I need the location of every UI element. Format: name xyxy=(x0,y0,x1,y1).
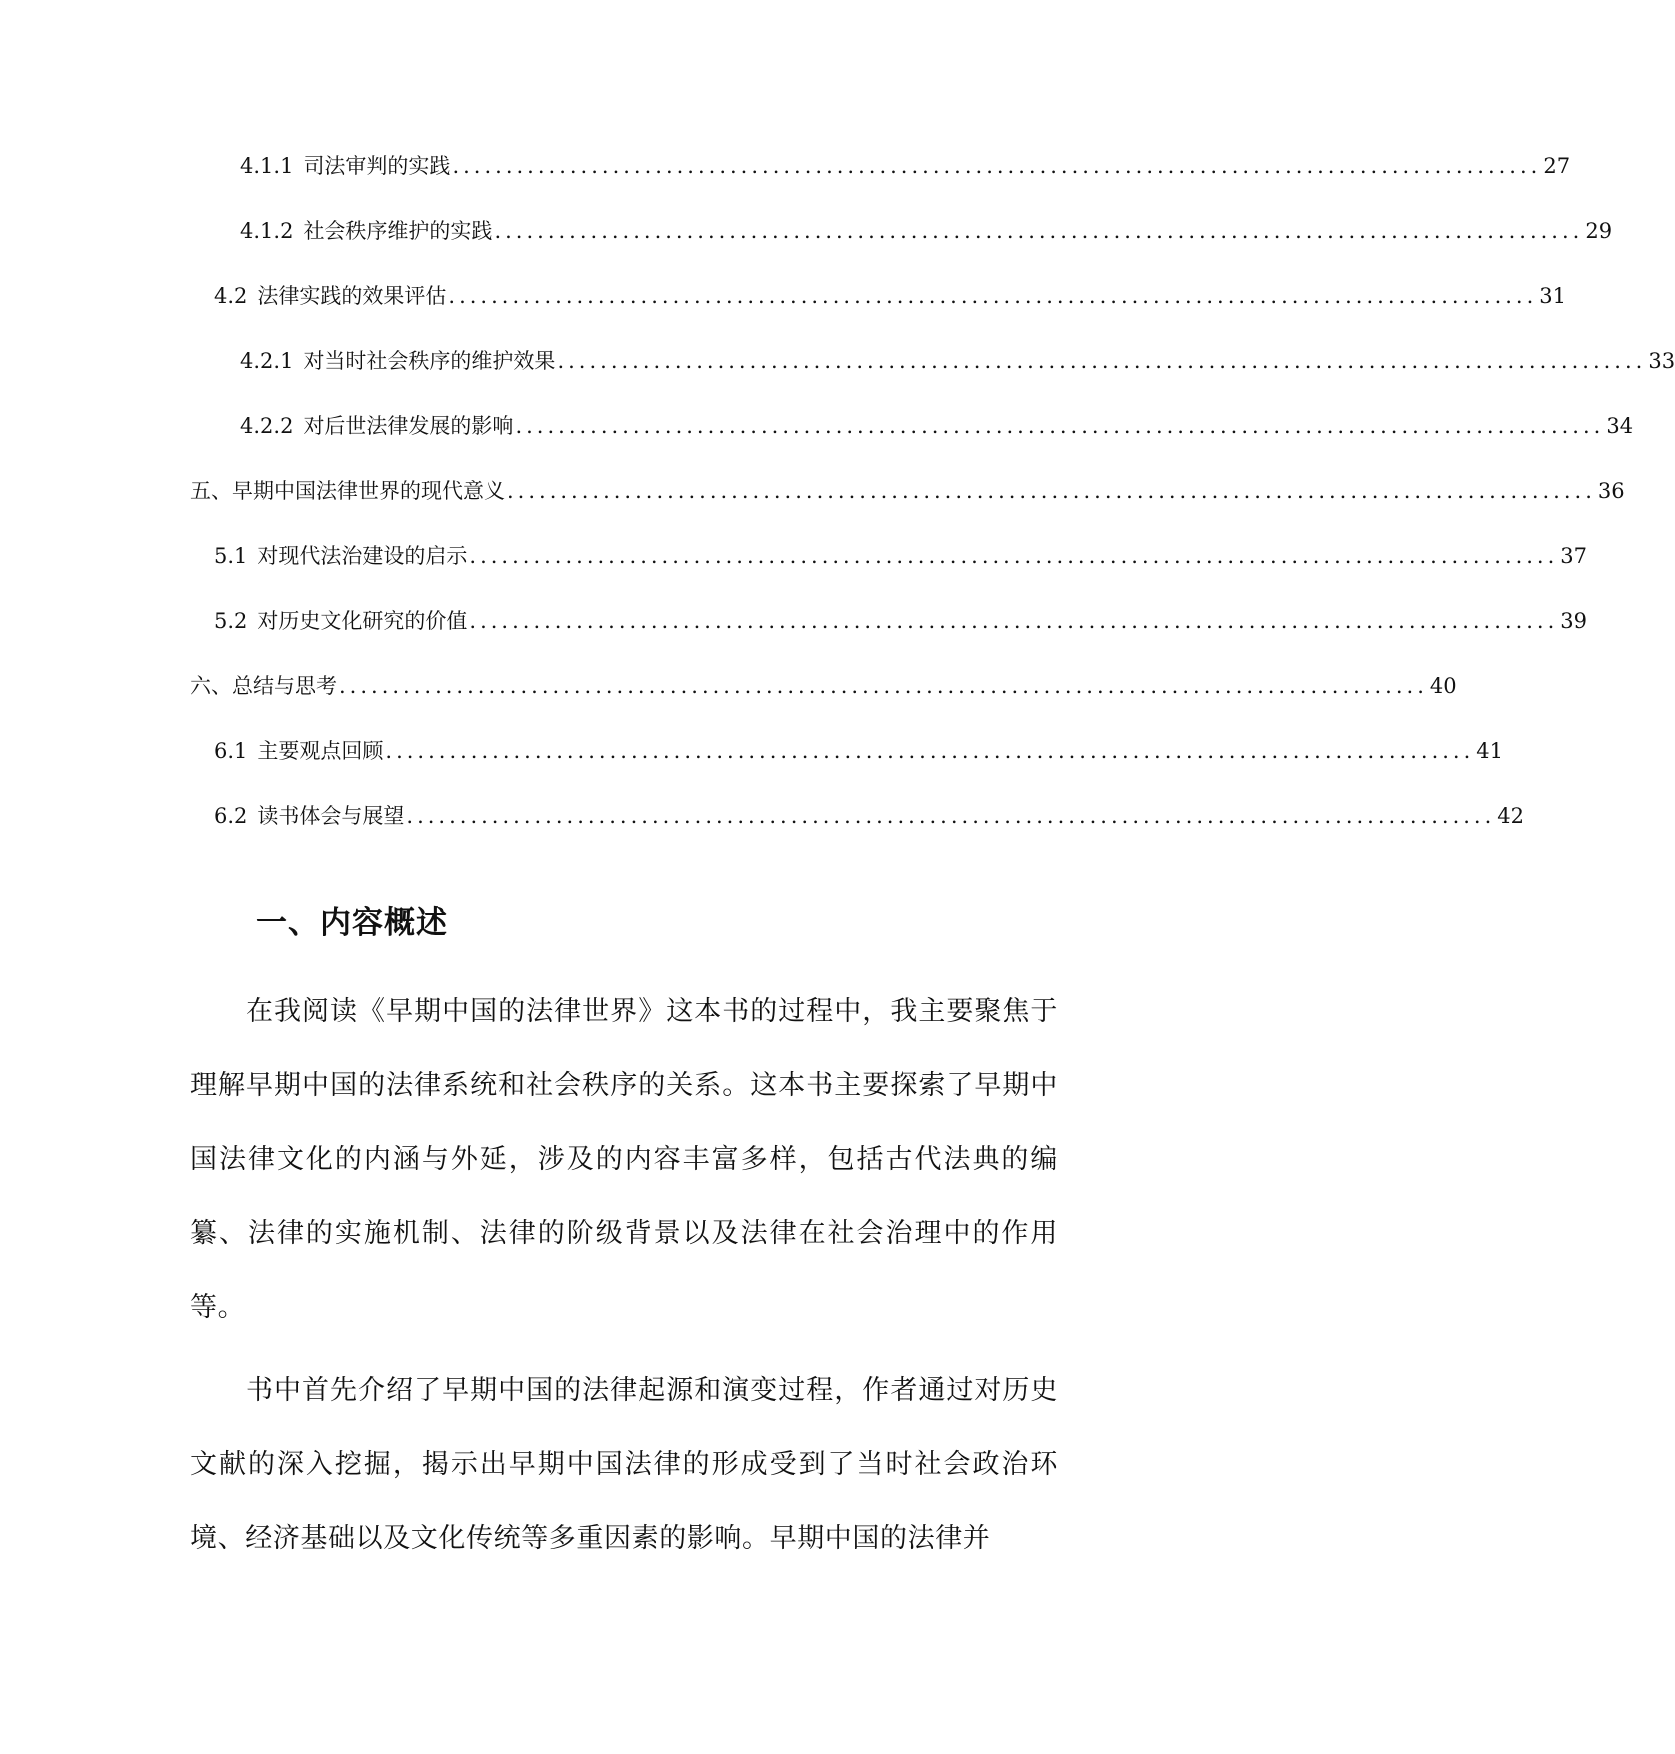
toc-page-number: 41 xyxy=(1476,739,1504,763)
toc-number: 5.2 xyxy=(214,609,248,633)
toc-entry[interactable] xyxy=(240,152,1571,180)
toc-number: 4.2.1 xyxy=(240,349,294,373)
section-heading: 一、内容概述 xyxy=(256,905,448,941)
toc-entry[interactable] xyxy=(214,542,1588,570)
toc-leader: ...................................................................................................... xyxy=(469,609,1559,633)
toc-page-number: 34 xyxy=(1606,414,1634,438)
toc-number: 6.2 xyxy=(214,804,248,828)
toc-title: 读书体会与展望 xyxy=(257,804,405,828)
toc-page-number: 27 xyxy=(1543,154,1571,178)
toc-entry[interactable] xyxy=(214,607,1588,635)
toc-leader: ...................................................................................................... xyxy=(469,544,1559,568)
toc-entry[interactable] xyxy=(214,802,1525,830)
toc-number: 4.1.1 xyxy=(240,154,294,178)
toc-leader: ...................................................................................................... xyxy=(448,284,1538,308)
toc-leader: ...................................................................................................... xyxy=(557,349,1647,373)
toc-leader: ...................................................................................................... xyxy=(452,154,1542,178)
toc-page-number: 39 xyxy=(1560,609,1588,633)
toc-title: 六、总结与思考 xyxy=(190,674,337,698)
toc-page-number: 31 xyxy=(1539,284,1567,308)
toc-entry[interactable] xyxy=(240,217,1613,245)
toc-page-number: 37 xyxy=(1560,544,1588,568)
toc-entry[interactable] xyxy=(214,737,1504,765)
toc-page-number: 42 xyxy=(1497,804,1525,828)
toc-title: 法律实践的效果评估 xyxy=(257,284,447,308)
body-paragraph: 在我阅读《早期中国的法律世界》这本书的过程中，我主要聚焦于理解早期中国的法律系统和社会秩序的关系。这本书主要探索了早期中国法律文化的内涵与外延，涉及的内容丰富多样，包括古代法典的编纂、法律的实施机制、法律的阶级背景以及法律在社会治理中的作用等。 xyxy=(190,996,1058,1323)
toc-title: 五、早期中国法律世界的现代意义 xyxy=(190,479,505,503)
toc-title: 主要观点回顾 xyxy=(257,739,384,763)
toc-title: 司法审判的实践 xyxy=(303,154,451,178)
toc-page-number: 36 xyxy=(1597,479,1625,503)
toc-number: 6.1 xyxy=(214,739,248,763)
toc-entry[interactable] xyxy=(240,347,1675,375)
toc-leader: ...................................................................................................... xyxy=(507,479,1596,503)
toc-title: 对历史文化研究的价值 xyxy=(257,609,468,633)
toc-leader: ...................................................................................................... xyxy=(385,739,1475,763)
toc-leader: ...................................................................................................... xyxy=(339,674,1428,698)
toc-number: 4.1.2 xyxy=(240,219,294,243)
body-paragraph: 书中首先介绍了早期中国的法律起源和演变过程，作者通过对历史文献的深入挖掘，揭示出早期中国法律的形成受到了当时社会政治环境、经济基础以及文化传统等多重因素的影响。早期中国的法律并 xyxy=(190,1375,1058,1554)
toc-leader: ...................................................................................................... xyxy=(406,804,1496,828)
toc-title: 社会秩序维护的实践 xyxy=(303,219,493,243)
toc-entry[interactable] xyxy=(214,282,1567,310)
toc-number: 4.2.2 xyxy=(240,414,294,438)
toc-title: 对现代法治建设的启示 xyxy=(257,544,468,568)
toc-number: 5.1 xyxy=(214,544,248,568)
toc-page-number: 33 xyxy=(1648,349,1675,373)
toc-page-number: 40 xyxy=(1429,674,1457,698)
toc-leader: ...................................................................................................... xyxy=(515,414,1605,438)
toc-title: 对后世法律发展的影响 xyxy=(303,414,514,438)
toc-number: 4.2 xyxy=(214,284,248,308)
toc-entry[interactable] xyxy=(240,412,1634,440)
toc-page-number: 29 xyxy=(1585,219,1613,243)
toc-leader: ...................................................................................................... xyxy=(494,219,1584,243)
toc-entry[interactable] xyxy=(190,672,1457,700)
toc-entry[interactable] xyxy=(190,477,1625,505)
toc-title: 对当时社会秩序的维护效果 xyxy=(303,349,556,373)
